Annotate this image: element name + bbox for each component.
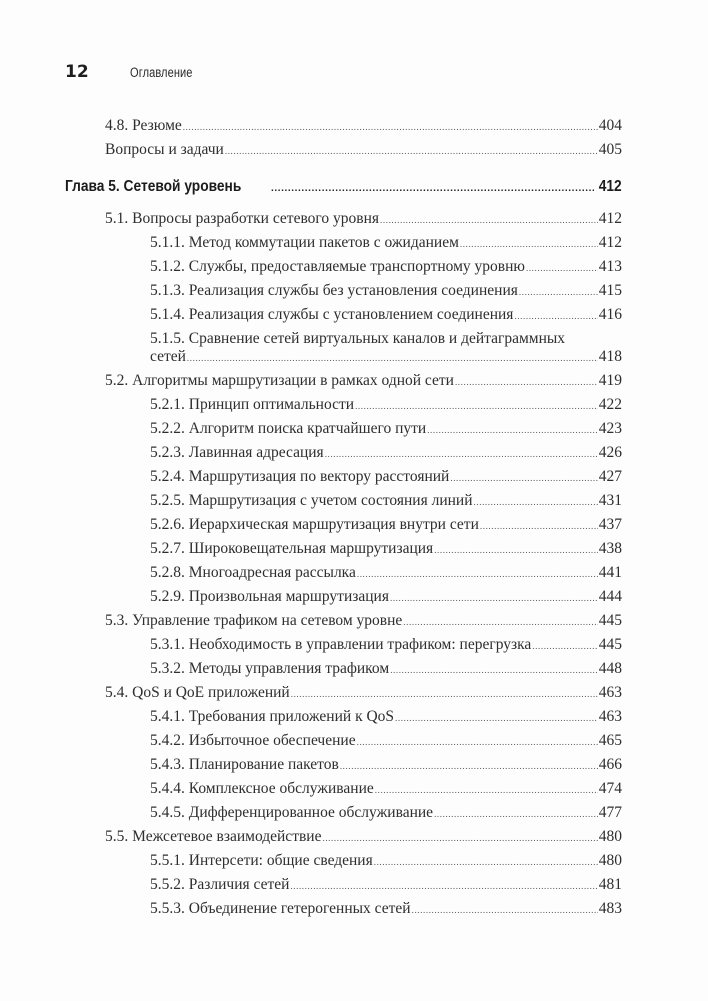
toc-entry-5-2-4[interactable] bbox=[150, 468, 622, 487]
toc-entry-4-8[interactable] bbox=[105, 117, 622, 136]
toc-entry-5-1-1[interactable] bbox=[150, 234, 622, 253]
toc-entry-5-2-2[interactable] bbox=[150, 420, 622, 439]
toc-entry-page: 445 bbox=[598, 612, 622, 629]
toc-entry-label: 5.3.2. Методы управления трафиком bbox=[150, 660, 390, 677]
toc-entry-5-1-2[interactable] bbox=[150, 258, 622, 277]
toc-entry-label: 5.2.9. Произвольная маршрутизация bbox=[150, 588, 389, 605]
toc-entry-5-1-5[interactable] bbox=[150, 348, 622, 367]
dot-leader bbox=[403, 613, 597, 631]
toc-entry-label: 5.1.4. Реализация службы с установлением соединения bbox=[150, 306, 514, 323]
toc-entry-label: 5.4.5. Дифференцированное обслуживание bbox=[150, 804, 434, 821]
toc-entry-page: 474 bbox=[598, 780, 622, 797]
toc-entry-5-5[interactable] bbox=[105, 828, 622, 847]
toc-entry-label: 5.5. Межсетевое взаимодействие bbox=[105, 828, 322, 845]
dot-leader bbox=[225, 142, 598, 160]
toc-chapter-5[interactable] bbox=[65, 178, 622, 198]
dot-leader bbox=[480, 517, 598, 535]
toc-entry-5-4-3[interactable] bbox=[150, 756, 622, 775]
toc-entry-page: 431 bbox=[598, 492, 622, 509]
toc-entry-page: 413 bbox=[598, 258, 622, 275]
toc-entry-questions[interactable] bbox=[105, 141, 622, 160]
toc-entry-5-1[interactable] bbox=[105, 210, 622, 229]
toc-entry-5-2-3[interactable] bbox=[150, 444, 622, 463]
toc-entry-page: 405 bbox=[598, 141, 622, 158]
toc-entry-5-1-4[interactable] bbox=[150, 306, 622, 325]
chapter-page: 412 bbox=[599, 178, 622, 195]
toc-entry-page: 422 bbox=[598, 396, 622, 413]
dot-leader bbox=[390, 589, 598, 607]
toc-entry-label: 5.2.2. Алгоритм поиска кратчайшего пути bbox=[150, 420, 427, 437]
toc-entry-5-4[interactable] bbox=[105, 684, 622, 703]
toc-entry-label: 5.2.3. Лавинная адресация bbox=[150, 444, 324, 461]
toc-entry-page: 412 bbox=[598, 234, 622, 251]
toc-entry-label: 5.5.3. Объединение гетерогенных сетей bbox=[150, 900, 411, 917]
toc-entry-page: 437 bbox=[598, 516, 622, 533]
dot-leader bbox=[434, 541, 598, 559]
dot-leader bbox=[290, 877, 597, 895]
toc-entry-5-2-7[interactable] bbox=[150, 540, 622, 559]
page-number: 12 bbox=[65, 62, 89, 82]
toc-entry-label: 5.2.8. Многоадресная рассылка bbox=[150, 564, 356, 581]
toc-entry-5-2[interactable] bbox=[105, 372, 622, 391]
dot-leader bbox=[357, 733, 598, 751]
dot-leader bbox=[355, 397, 598, 415]
toc-entry-5-2-9[interactable] bbox=[150, 588, 622, 607]
toc-entry-5-1-3[interactable] bbox=[150, 282, 622, 301]
dot-leader bbox=[374, 853, 598, 871]
running-head bbox=[65, 62, 206, 86]
toc-entry-page: 438 bbox=[598, 540, 622, 557]
toc-entry-page: 445 bbox=[598, 636, 622, 653]
toc-entry-label: Вопросы и задачи bbox=[105, 141, 224, 158]
dot-leader bbox=[460, 235, 598, 253]
dot-leader bbox=[271, 180, 594, 198]
dot-leader bbox=[291, 685, 598, 703]
toc-entry-page: 480 bbox=[598, 828, 622, 845]
toc-entry-5-4-1[interactable] bbox=[150, 708, 622, 727]
toc-entry-label: 5.4.4. Комплексное обслуживание bbox=[150, 780, 374, 797]
dot-leader bbox=[519, 283, 598, 301]
toc-entry-5-2-6[interactable] bbox=[150, 516, 622, 535]
toc-entry-label: 5.1.3. Реализация службы без установления соединения bbox=[150, 282, 518, 299]
dot-leader bbox=[450, 469, 597, 487]
toc-entry-label: 5.3.1. Необходимость в управлении трафиком: перегрузка bbox=[150, 636, 532, 653]
toc-entry-page: 466 bbox=[598, 756, 622, 773]
toc-entry-5-1-5-line1[interactable]: 5.1.5. Сравнение сетей виртуальных каналов и дейтаграммных bbox=[150, 330, 566, 347]
toc-entry-label: 5.5.2. Различия сетей bbox=[150, 876, 290, 893]
toc-entry-label: 4.8. Резюме bbox=[105, 117, 182, 134]
toc-entry-label: 5.4.2. Избыточное обеспечение bbox=[150, 732, 356, 749]
toc-entry-page: 480 bbox=[598, 852, 622, 869]
toc-entry-page: 426 bbox=[598, 444, 622, 461]
dot-leader bbox=[526, 259, 598, 277]
running-head-title: Оглавление bbox=[130, 65, 193, 80]
toc-entry-page: 423 bbox=[598, 420, 622, 437]
toc-entry-5-4-5[interactable] bbox=[150, 804, 622, 823]
toc-entry-label: 5.2.7. Широковещательная маршрутизация bbox=[150, 540, 434, 557]
dot-leader bbox=[474, 493, 598, 511]
toc-entry-label: 5.3. Управление трафиком на сетевом уровне bbox=[105, 612, 403, 629]
toc-entry-page: 441 bbox=[598, 564, 622, 581]
toc-entry-label: 5.1.1. Метод коммутации пакетов с ожиданием bbox=[150, 234, 459, 251]
toc-entry-label: 5.4.3. Планирование пакетов bbox=[150, 756, 339, 773]
toc-entry-label: 5.2.5. Маршрутизация с учетом состояния линий bbox=[150, 492, 473, 509]
dot-leader bbox=[532, 637, 597, 655]
toc-entry-5-2-8[interactable] bbox=[150, 564, 622, 583]
toc-entry-page: 419 bbox=[598, 372, 622, 389]
dot-leader bbox=[375, 781, 598, 799]
toc-entry-label: 5.5.1. Интерсети: общие сведения bbox=[150, 852, 373, 869]
dot-leader bbox=[395, 709, 598, 727]
toc-entry-page: 418 bbox=[598, 348, 622, 365]
dot-leader bbox=[380, 211, 598, 229]
dot-leader bbox=[514, 307, 597, 325]
toc-entry-page: 404 bbox=[598, 117, 622, 134]
toc-entry-page: 412 bbox=[598, 210, 622, 227]
dot-leader bbox=[434, 805, 598, 823]
toc-entry-page: 463 bbox=[598, 708, 622, 725]
toc-entry-label: 5.4.1. Требования приложений к QoS bbox=[150, 708, 395, 725]
toc-entry-label: 5.1.2. Службы, предоставляемые транспортному уровню bbox=[150, 258, 525, 275]
toc-entry-page: 415 bbox=[598, 282, 622, 299]
toc-entry-5-4-2[interactable] bbox=[150, 732, 622, 751]
toc-entry-page: 463 bbox=[598, 684, 622, 701]
toc-entry-page: 416 bbox=[598, 306, 622, 323]
dot-leader bbox=[427, 421, 598, 439]
toc-entry-page: 427 bbox=[598, 468, 622, 485]
toc-entry-page: 444 bbox=[598, 588, 622, 605]
dot-leader bbox=[455, 373, 598, 391]
toc-entry-5-5-2[interactable] bbox=[150, 876, 622, 895]
toc-entry-label: 5.1. Вопросы разработки сетевого уровня bbox=[105, 210, 380, 227]
toc-entry-5-2-1[interactable] bbox=[150, 396, 622, 415]
toc-entry-5-3[interactable] bbox=[105, 612, 622, 631]
dot-leader bbox=[187, 349, 598, 367]
toc-entry-label: 5.2. Алгоритмы маршрутизации в рамках одной сети bbox=[105, 372, 454, 389]
toc-entry-5-3-2[interactable] bbox=[150, 660, 622, 679]
dot-leader bbox=[183, 118, 598, 136]
toc-entry-label: 5.2.1. Принцип оптимальности bbox=[150, 396, 355, 413]
dot-leader bbox=[412, 901, 598, 919]
toc-entry-5-2-5[interactable] bbox=[150, 492, 622, 511]
toc-entry-page: 483 bbox=[598, 900, 622, 917]
toc-entry-page: 465 bbox=[598, 732, 622, 749]
toc-entry-label: 5.4. QoS и QoE приложений bbox=[105, 684, 290, 701]
toc-entry-page: 481 bbox=[598, 876, 622, 893]
dot-leader bbox=[390, 661, 598, 679]
toc-entry-5-5-1[interactable] bbox=[150, 852, 622, 871]
dot-leader bbox=[325, 445, 598, 463]
toc-entry-page: 448 bbox=[598, 660, 622, 677]
toc-entry-page: 477 bbox=[598, 804, 622, 821]
toc-entry-label: 5.2.4. Маршрутизация по вектору расстояний bbox=[150, 468, 450, 485]
chapter-title: Глава 5. Сетевой уровень bbox=[65, 178, 242, 195]
toc-entry-5-4-4[interactable] bbox=[150, 780, 622, 799]
toc-entry-label: сетей bbox=[150, 348, 186, 365]
toc-entry-5-3-1[interactable] bbox=[150, 636, 622, 655]
toc-entry-5-5-3[interactable] bbox=[150, 900, 622, 919]
dot-leader bbox=[357, 565, 598, 583]
dot-leader bbox=[340, 757, 598, 775]
dot-leader bbox=[322, 829, 597, 847]
toc-entry-label: 5.2.6. Иерархическая маршрутизация внутри сети bbox=[150, 516, 479, 533]
